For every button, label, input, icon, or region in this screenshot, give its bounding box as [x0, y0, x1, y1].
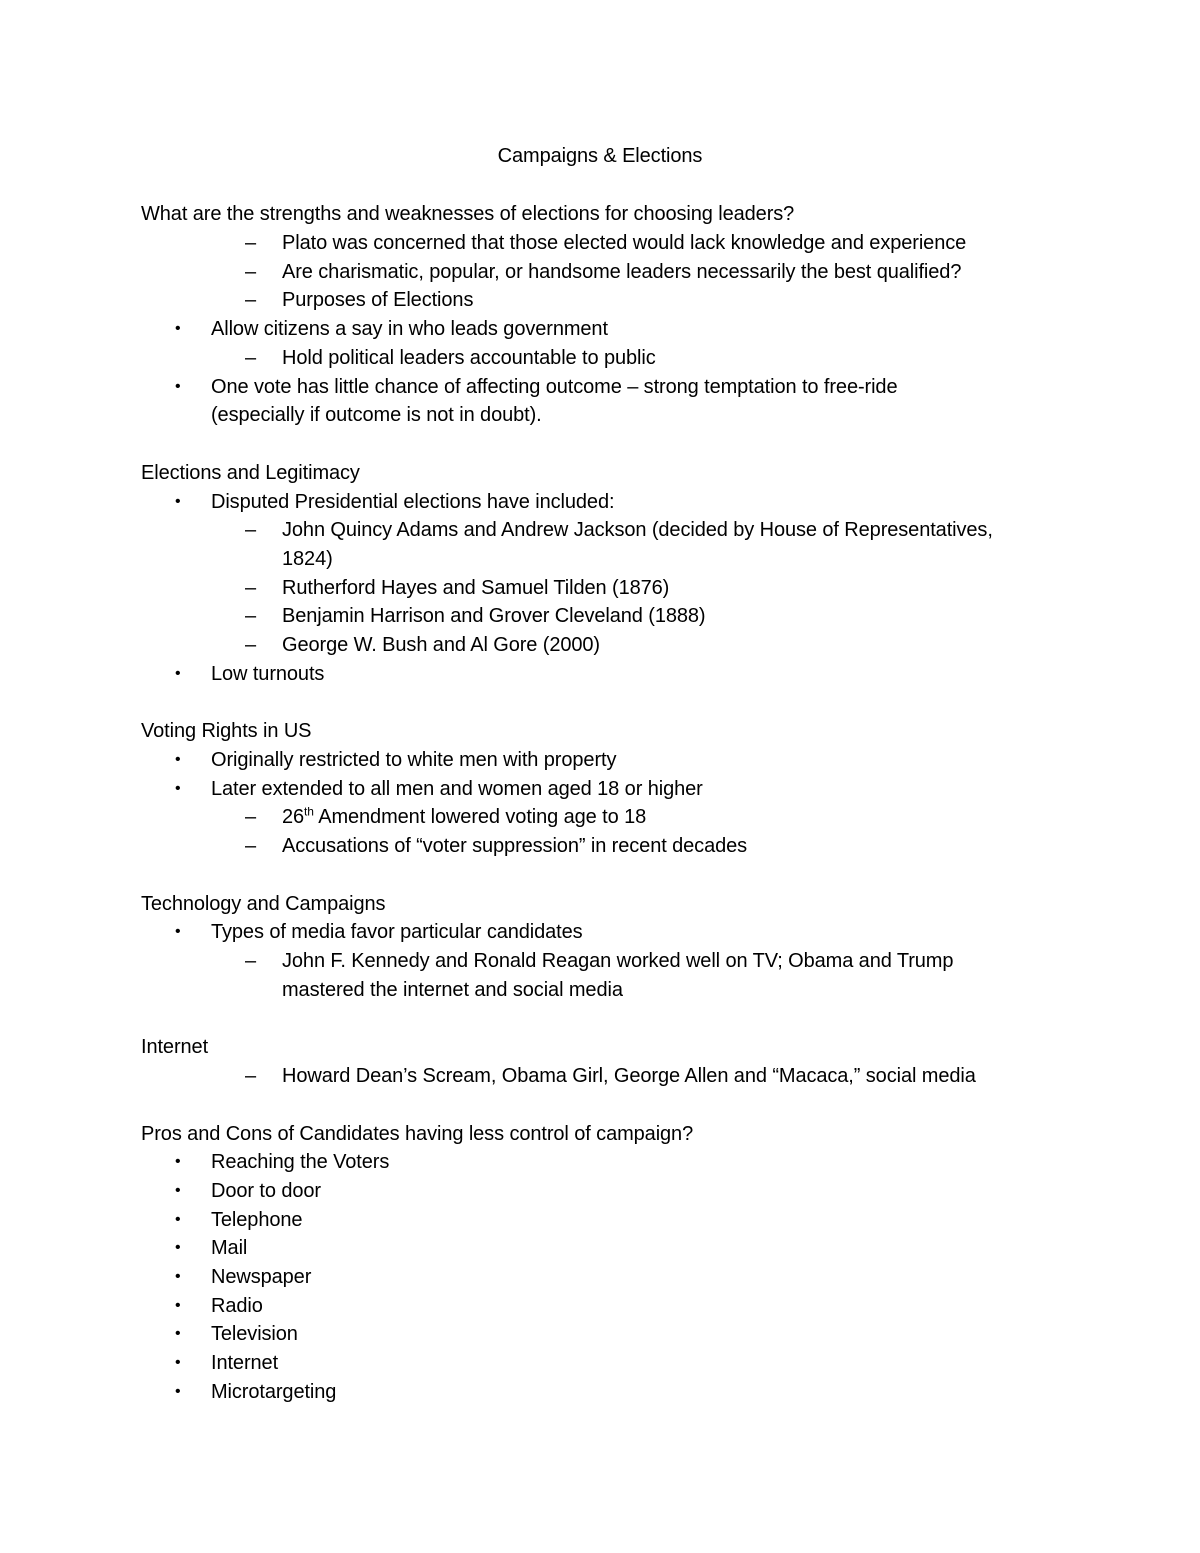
- dash-marker: –: [245, 950, 257, 972]
- list-item: Television: [211, 1323, 298, 1345]
- bullet-marker: •: [175, 751, 181, 768]
- list-item: Originally restricted to white men with property: [211, 749, 617, 771]
- list-item: Allow citizens a say in who leads government: [211, 318, 608, 340]
- dash-marker: –: [245, 835, 257, 857]
- bullet-marker: •: [175, 1383, 181, 1400]
- list-item: Radio: [211, 1295, 263, 1317]
- list-item: Purposes of Elections: [282, 289, 474, 311]
- bullet-marker: •: [175, 378, 181, 395]
- section-heading-strengths: What are the strengths and weaknesses of elections for choosing leaders?: [141, 203, 795, 225]
- list-item: One vote has little chance of affecting outcome – strong temptation to free-ride: [211, 376, 898, 398]
- bullet-marker: •: [175, 1182, 181, 1199]
- ordinal-suffix: th: [304, 804, 314, 819]
- dash-marker: –: [245, 577, 257, 599]
- list-item: Howard Dean’s Scream, Obama Girl, George Allen and “Macaca,” social media: [282, 1065, 976, 1087]
- bullet-marker: •: [175, 1239, 181, 1256]
- amendment-number: 26: [282, 806, 305, 828]
- list-item: John Quincy Adams and Andrew Jackson (decided by House of Representatives,: [282, 519, 993, 541]
- list-item: [282, 803, 646, 831]
- list-item: Disputed Presidential elections have included:: [211, 491, 615, 513]
- list-item: Telephone: [211, 1209, 303, 1231]
- dash-marker: –: [245, 519, 257, 541]
- dash-marker: –: [245, 261, 257, 283]
- list-item: Microtargeting: [211, 1381, 337, 1403]
- list-item: Accusations of “voter suppression” in recent decades: [282, 835, 748, 857]
- list-item: John F. Kennedy and Ronald Reagan worked well on TV; Obama and Trump: [282, 950, 954, 972]
- section-heading-pros-cons: Pros and Cons of Candidates having less control of campaign?: [141, 1123, 694, 1145]
- list-item: George W. Bush and Al Gore (2000): [282, 634, 600, 656]
- dash-marker: –: [245, 605, 257, 627]
- bullet-marker: •: [175, 1297, 181, 1314]
- list-item: Door to door: [211, 1180, 321, 1202]
- list-item-continuation: mastered the internet and social media: [282, 979, 623, 1001]
- list-item: Plato was concerned that those elected would lack knowledge and experience: [282, 232, 967, 254]
- list-item: Hold political leaders accountable to public: [282, 347, 656, 369]
- list-item: Rutherford Hayes and Samuel Tilden (1876): [282, 577, 670, 599]
- list-item: Benjamin Harrison and Grover Cleveland (1888): [282, 605, 706, 627]
- dash-marker: –: [245, 806, 257, 828]
- dash-marker: –: [245, 232, 257, 254]
- page-title: Campaigns & Elections: [497, 145, 703, 167]
- bullet-marker: •: [175, 1354, 181, 1371]
- bullet-marker: •: [175, 665, 181, 682]
- list-item-continuation: 1824): [282, 548, 333, 570]
- list-item: Mail: [211, 1237, 248, 1259]
- amendment-text: Amendment lowered voting age to 18: [313, 806, 647, 828]
- list-item: Newspaper: [211, 1266, 312, 1288]
- bullet-marker: •: [175, 1153, 181, 1170]
- list-item: Low turnouts: [211, 663, 325, 685]
- dash-marker: –: [245, 1065, 257, 1087]
- section-heading-technology: Technology and Campaigns: [141, 893, 386, 915]
- section-heading-legitimacy: Elections and Legitimacy: [141, 462, 360, 484]
- bullet-marker: •: [175, 1268, 181, 1285]
- list-item: Are charismatic, popular, or handsome leaders necessarily the best qualified?: [282, 261, 962, 283]
- section-heading-internet: Internet: [141, 1036, 209, 1058]
- list-item: Types of media favor particular candidates: [211, 921, 583, 943]
- list-item-continuation: (especially if outcome is not in doubt).: [211, 404, 542, 426]
- bullet-marker: •: [175, 320, 181, 337]
- bullet-marker: •: [175, 1325, 181, 1342]
- bullet-marker: •: [175, 923, 181, 940]
- section-heading-voting-rights: Voting Rights in US: [141, 720, 312, 742]
- bullet-marker: •: [175, 1211, 181, 1228]
- bullet-marker: •: [175, 493, 181, 510]
- bullet-marker: •: [175, 780, 181, 797]
- list-item: Later extended to all men and women aged 18 or higher: [211, 778, 703, 800]
- list-item: Reaching the Voters: [211, 1151, 390, 1173]
- list-item: Internet: [211, 1352, 279, 1374]
- dash-marker: –: [245, 347, 257, 369]
- dash-marker: –: [245, 634, 257, 656]
- dash-marker: –: [245, 289, 257, 311]
